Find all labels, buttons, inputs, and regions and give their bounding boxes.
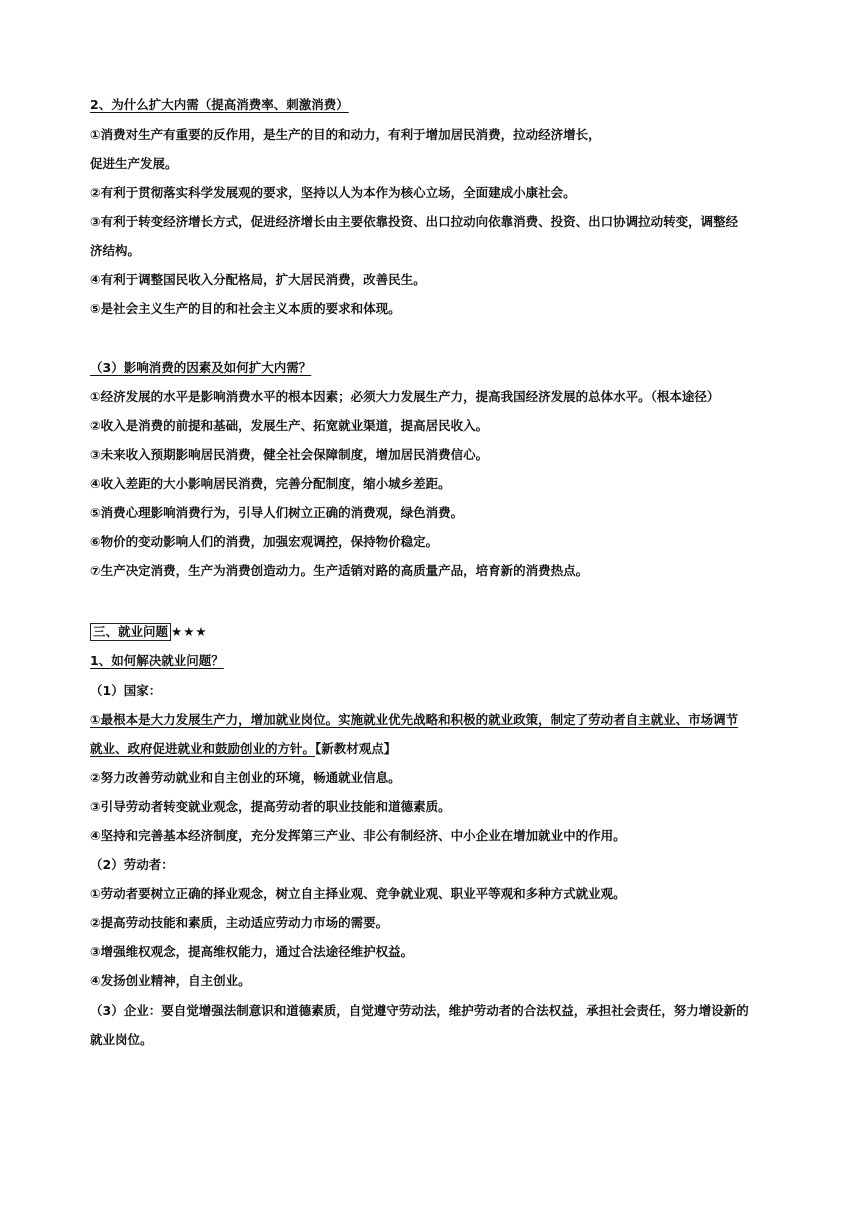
paragraph: ②提高劳动技能和素质，主动适应劳动力市场的需要。 bbox=[90, 915, 389, 930]
question-title: 1、如何解决就业问题？ bbox=[90, 653, 224, 668]
paragraph bbox=[90, 740, 780, 758]
paragraph-underlined: 就业、政府促进就业和鼓励创业的方针。 bbox=[90, 741, 316, 756]
paragraph: ④发扬创业精神，自主创业。 bbox=[90, 973, 251, 988]
paragraph: ①最根本是大力发展生产力，增加就业岗位。实施就业优先战略和积极的就业政策，制定了劳动者自主就业、市场调节 bbox=[90, 712, 739, 727]
section-title-expand-domestic-demand: 2、为什么扩大内需（提高消费率、刺激消费） bbox=[90, 97, 349, 112]
subheading-state: （1）国家： bbox=[90, 683, 162, 698]
importance-stars: ★★★ bbox=[171, 624, 208, 639]
paragraph: ③增强维权观念，提高维权能力，通过合法途径维护权益。 bbox=[90, 944, 414, 959]
paragraph: ②有利于贯彻落实科学发展观的要求，坚持以人为本作为核心立场，全面建成小康社会。 bbox=[90, 185, 576, 200]
paragraph: ①劳动者要树立正确的择业观念，树立自主择业观、竞争就业观、职业平等观和多种方式就业观。 bbox=[90, 886, 626, 901]
paragraph: ⑤是社会主义生产的目的和社会主义本质的要求和体现。 bbox=[90, 301, 401, 316]
subheading-worker: （2）劳动者： bbox=[90, 857, 174, 872]
paragraph: ④坚持和完善基本经济制度，充分发挥第三产业、非公有制经济、中小企业在增加就业中的作用。 bbox=[90, 828, 626, 843]
paragraph: 促进生产发展。 bbox=[90, 156, 178, 171]
paragraph: ⑥物价的变动影响人们的消费，加强宏观调控，保持物价稳定。 bbox=[90, 534, 439, 549]
paragraph: ⑦生产决定消费，生产为消费创造动力。生产适销对路的高质量产品，培育新的消费热点。 bbox=[90, 563, 589, 578]
section-heading-employment bbox=[90, 623, 780, 641]
paragraph: ②收入是消费的前提和基础，发展生产、拓宽就业渠道，提高居民收入。 bbox=[90, 418, 489, 433]
paragraph: ④有利于调整国民收入分配格局，扩大居民消费，改善民生。 bbox=[90, 272, 426, 287]
paragraph: ③引导劳动者转变就业观念，提高劳动者的职业技能和道德素质。 bbox=[90, 799, 451, 814]
boxed-heading: 三、就业问题 bbox=[90, 623, 171, 641]
paragraph: ③未来收入预期影响居民消费，健全社会保障制度，增加居民消费信心。 bbox=[90, 447, 489, 462]
paragraph: ④收入差距的大小影响居民消费，完善分配制度，缩小城乡差距。 bbox=[90, 476, 451, 491]
paragraph: ③有利于转变经济增长方式，促进经济增长由主要依靠投资、出口拉动向依靠消费、投资、出口协调拉动转变，调整经 bbox=[90, 214, 739, 229]
paragraph: ①经济发展的水平是影响消费水平的根本因素；必须大力发展生产力，提高我国经济发展的总体水平。（根本途径） bbox=[90, 389, 720, 404]
paragraph-enterprise: （3）企业：要自觉增强法制意识和道德素质，自觉遵守劳动法，维护劳动者的合法权益，承担社会责任，努力增设新的 bbox=[90, 1003, 749, 1018]
paragraph: ②努力改善劳动就业和自主创业的环境，畅通就业信息。 bbox=[90, 770, 401, 785]
paragraph: ⑤消费心理影响消费行为，引导人们树立正确的消费观，绿色消费。 bbox=[90, 505, 464, 520]
new-textbook-tag: 【新教材观点】 bbox=[315, 741, 397, 756]
section-title-consumption-factors: （3）影响消费的因素及如何扩大内需？ bbox=[90, 360, 312, 375]
paragraph-enterprise: 就业岗位。 bbox=[90, 1032, 153, 1047]
paragraph: ①消费对生产有重要的反作用，是生产的目的和动力，有利于增加居民消费，拉动经济增长， bbox=[90, 127, 601, 142]
paragraph: 济结构。 bbox=[90, 243, 141, 258]
